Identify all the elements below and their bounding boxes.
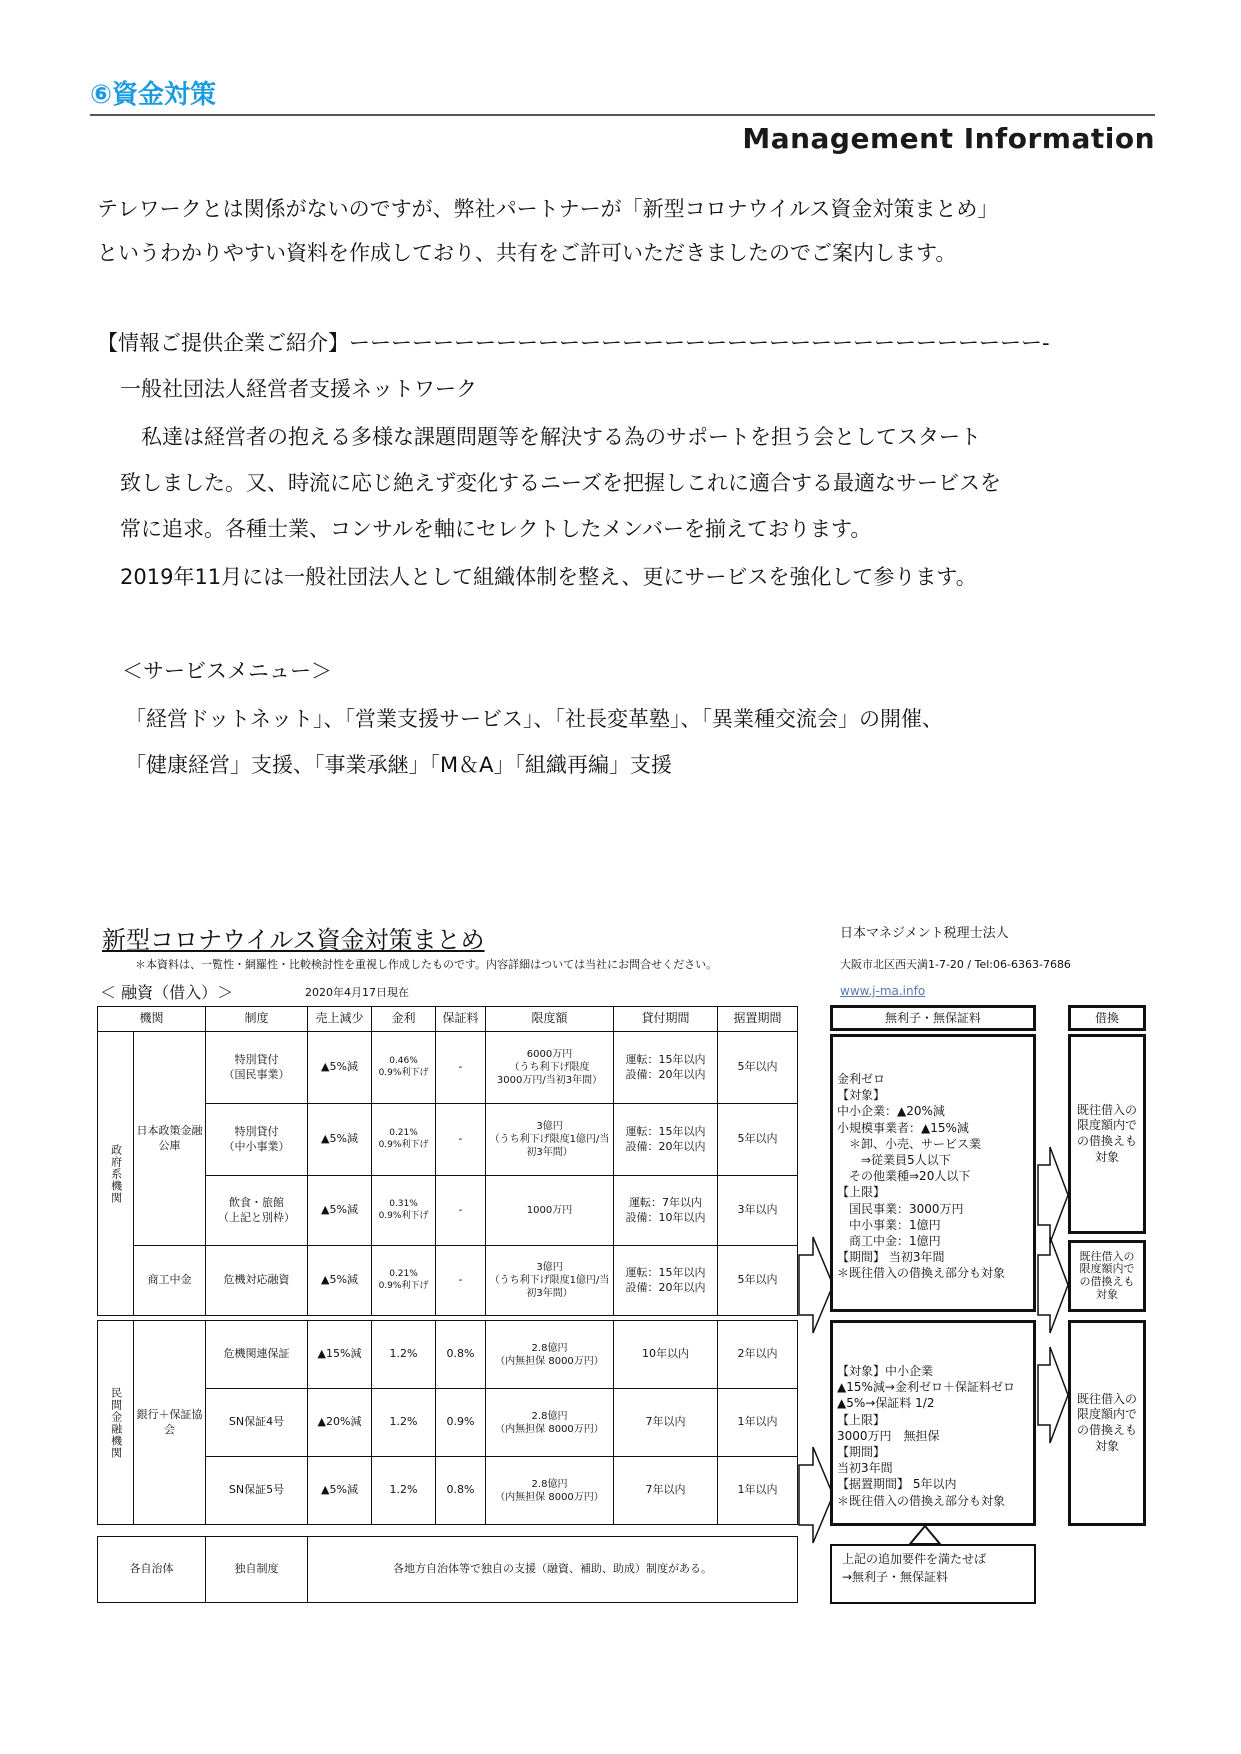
triangle-up-icon [910,1526,940,1544]
cell-grace: 1年以内 [718,1457,798,1525]
cell-system: 特別貸付 （中小事業） [206,1104,308,1176]
refinance-text-1: 既往借入の 限度額内で の借換えも 対象 [1076,1102,1137,1164]
cell-decline: ▲15%減 [308,1321,372,1389]
cell-term: 7年以内 [614,1389,718,1457]
gov-institution-label: 政府系機関 [98,1032,134,1316]
cell-system: SN保証5号 [206,1457,308,1525]
refinance-text-2: 既往借入の 限度額内で の借換えも 対象 [1079,1249,1135,1301]
private-loan-table [97,1320,798,1525]
summary-title: 新型コロナウイルス資金対策まとめ [102,926,485,954]
cell-decline: ▲5%減 [308,1032,372,1104]
cell-fee: - [436,1104,486,1176]
local-govt-label: 各自治体 [98,1537,206,1603]
table-row [98,1032,798,1104]
col-header: 制度 [206,1007,308,1032]
cell-limit: 2.8億円 （内無担保 8000万円） [486,1389,614,1457]
col-header: 貸付期間 [614,1007,718,1032]
table-row [98,1537,798,1603]
cell-limit: 1000万円 [486,1176,614,1246]
company-desc-2: 致しました。又、時流に応じ絶えず変化するニーズを把握しこれに適合する最適なサービスを [120,471,1001,495]
cell-fee: - [436,1246,486,1316]
cell-limit: 6000万円 （うち利下げ限度 3000万円/当初3年間） [486,1032,614,1104]
cell-fee: 0.8% [436,1321,486,1389]
callout-box: 上記の追加要件を満たせば →無利子・無保証料 [830,1544,1036,1604]
cell-limit: 2.8億円 （内無担保 8000万円） [486,1321,614,1389]
cell-rate: 0.21% 0.9%利下げ [372,1246,436,1316]
cell-term: 運転：15年以内 設備：20年以内 [614,1032,718,1104]
free-interest-header: 無利子・無保証料 [830,1005,1036,1031]
service-menu-heading: ＜サービスメニュー＞ [122,659,332,683]
refinance-box-3 [1068,1320,1146,1526]
company-desc-4: 2019年11月には一般社団法人として組織体制を整え、更にサービスを強化して参ります。 [120,565,977,589]
cell-decline: ▲5%減 [308,1104,372,1176]
cell-grace: 3年以内 [718,1176,798,1246]
cell-system: 特別貸付 （国民事業） [206,1032,308,1104]
free-interest-gov-text: 金利ゼロ 【対象】 中小企業：▲20%減 小規模事業者：▲15%減 ＊卸、小売、サービス業 ⇒従業員5人以下 その他業種⇒20人以下 【上限】 国民事業：3000万円 中小事業：1億円 商工中金：1億円 【期間】 当初3年間 ＊既往借入の借換え部分も対象 [837,1072,1006,1281]
company-heading: 【情報ご提供企業ご紹介】ーーーーーーーーーーーーーーーーーーーーーーーーーーーーーーーーー- [97,331,1050,355]
col-header: 金利 [372,1007,436,1032]
right-arrow-icon [799,1237,833,1333]
refinance-header: 借換 [1068,1005,1146,1031]
firm-address: 大阪市北区西天満1-7-20 / Tel:06-6363-7686 [840,958,1071,971]
refinance-text-3: 既往借入の 限度額内で の借換えも 対象 [1076,1391,1137,1453]
col-header: 保証料 [436,1007,486,1032]
refi-arrow-graphics [1036,1005,1072,1525]
right-arrow-icon [1038,1347,1068,1443]
loan-table [97,1006,798,1316]
cell-decline: ▲20%減 [308,1389,372,1457]
cell-rate: 1.2% [372,1457,436,1525]
company-desc-1: 私達は経営者の抱える多様な課題問題等を解決する為のサポートを担う会としてスタート [120,425,981,449]
table-row [98,1321,798,1389]
table-row [98,1246,798,1316]
cell-term: 運転：7年以内 設備：10年以内 [614,1176,718,1246]
intro-line-2: というわかりやすい資料を作成しており、共有をご許可いただきましたのでご案内します。 [97,241,957,265]
col-header: 売上減少 [308,1007,372,1032]
col-header: 限度額 [486,1007,614,1032]
private-institution-label: 民間金融機関 [98,1321,134,1525]
cell-rate: 1.2% [372,1321,436,1389]
refinance-box-2 [1068,1240,1146,1312]
cell-limit: 2.8億円 （内無担保 8000万円） [486,1457,614,1525]
cell-grace: 2年以内 [718,1321,798,1389]
cell-grace: 5年以内 [718,1032,798,1104]
service-menu-line-1: 「経営ドットネット」、「営業支援サービス」、「社長変革塾」、「異業種交流会」の開催、 [125,707,943,731]
shoko-label: 商工中金 [134,1246,206,1316]
disclaimer-note: ＊本資料は、一覧性・網羅性・比較検討性を重視し作成したものです。内容詳細はついては当社にお問合せください。 [135,958,718,971]
free-interest-private-text: 【対象】中小企業 ▲15%減→金利ゼロ＋保証料ゼロ ▲5%→保証料 1/2 【上限】 3000万円 無担保 【期間】 当初3年間 【据置期間】 5年以内 ＊既往借入の借換え部分も対象 [837,1364,1015,1508]
cell-limit: 3億円 （うち利下げ限度1億円/当初3年間） [486,1104,614,1176]
cell-term: 運転：15年以内 設備：20年以内 [614,1104,718,1176]
free-interest-box-private [830,1320,1036,1526]
col-header: 機関 [98,1007,206,1032]
local-description: 各地方自治体等で独自の支援（融資、補助、助成）制度がある。 [308,1537,798,1603]
right-arrow-icon [799,1447,833,1543]
management-information-label: Management Information [742,122,1155,155]
cell-limit: 3億円 （うち利下げ限度1億円/当初3年間） [486,1246,614,1316]
cell-grace: 1年以内 [718,1389,798,1457]
cell-rate: 0.21% 0.9%利下げ [372,1104,436,1176]
cell-rate: 0.46% 0.9%利下げ [372,1032,436,1104]
cell-fee: 0.8% [436,1457,486,1525]
cell-term: 10年以内 [614,1321,718,1389]
as-of-date: 2020年4月17日現在 [305,986,409,999]
firm-url-link[interactable]: www.j-ma.info [840,984,926,998]
right-arrow-icon [1038,1147,1068,1243]
section-title: ⑥資金対策 [90,80,217,110]
right-arrow-icon [1038,1237,1068,1333]
cell-system: 飲食・旅館 （上記と別枠） [206,1176,308,1246]
title-divider [90,114,1155,116]
free-interest-box-gov [830,1034,1036,1312]
table-header-row [98,1007,798,1032]
cell-decline: ▲5%減 [308,1176,372,1246]
intro-line-1: テレワークとは関係がないのですが、弊社パートナーが「新型コロナウイルス資金対策まとめ」 [97,197,999,221]
cell-fee: - [436,1032,486,1104]
cell-term: 7年以内 [614,1457,718,1525]
cell-grace: 5年以内 [718,1104,798,1176]
refinance-box-1 [1068,1034,1146,1234]
cell-grace: 5年以内 [718,1246,798,1316]
loan-section-label: ＜ 融資（借入）＞ [100,983,234,1002]
company-desc-3: 常に追求。各種士業、コンサルを軸にセレクトしたメンバーを揃えております。 [120,517,872,541]
cell-term: 運転：15年以内 設備：20年以内 [614,1246,718,1316]
company-name: 一般社団法人経営者支援ネットワーク [120,377,477,401]
cell-fee: - [436,1176,486,1246]
jfc-label: 日本政策金融公庫 [134,1032,206,1246]
cell-system: SN保証4号 [206,1389,308,1457]
cell-rate: 0.31% 0.9%利下げ [372,1176,436,1246]
cell-rate: 1.2% [372,1389,436,1457]
bank-label: 銀行＋保証協会 [134,1321,206,1525]
col-header: 据置期間 [718,1007,798,1032]
local-system-label: 独自制度 [206,1537,308,1603]
cell-system: 危機対応融資 [206,1246,308,1316]
cell-system: 危機関連保証 [206,1321,308,1389]
local-govt-table [97,1536,798,1603]
service-menu-line-2: 「健康経営」支援、「事業承継」「M＆A」「組織再編」支援 [125,753,672,777]
cell-decline: ▲5%減 [308,1457,372,1525]
callout-pointer [900,1524,950,1546]
cell-decline: ▲5%減 [308,1246,372,1316]
firm-name: 日本マネジメント税理士法人 [840,926,1009,941]
cell-fee: 0.9% [436,1389,486,1457]
